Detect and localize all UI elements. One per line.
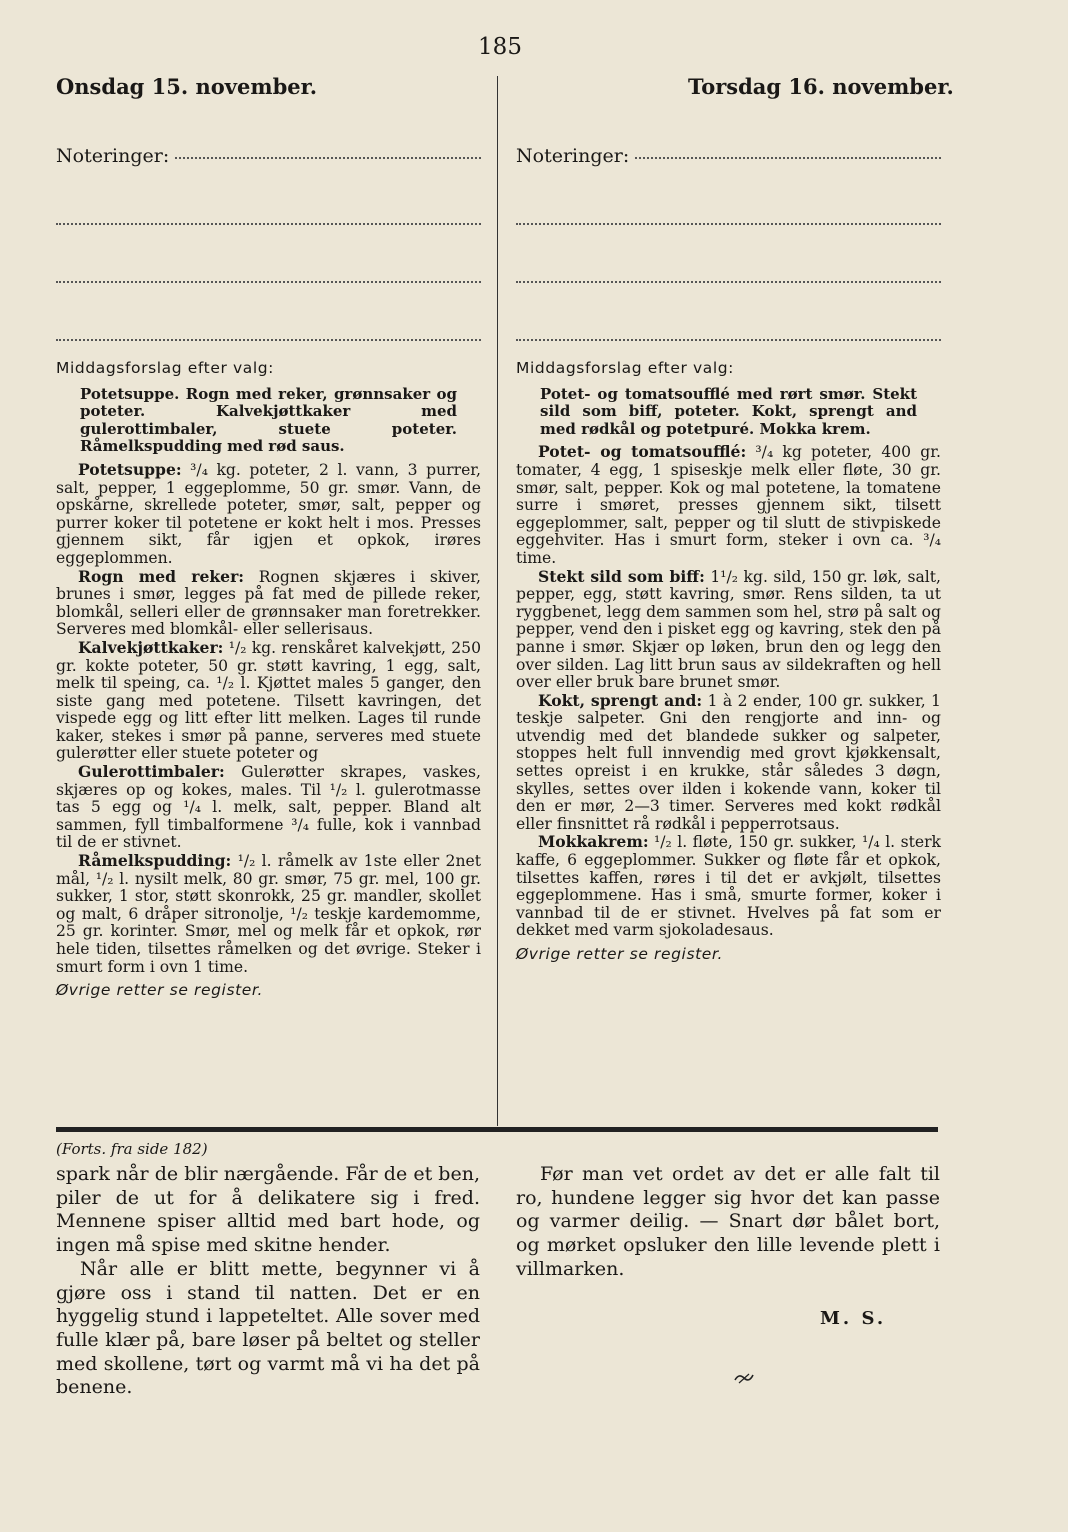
- recipe-rogn-med-reker: [56, 568, 481, 639]
- story-paragraph: Når alle er blitt mette, begynner vi å gjøre oss i stand til natten. Det er en hyggelig stund i lappeteltet. Alle sover med fulle klær på, bare løser på beltet og steller med skollene, tørt og varmt må vi ha det på benene.: [56, 1257, 480, 1399]
- author-signature: M. S.: [820, 1308, 887, 1329]
- story-column-left: [56, 1163, 480, 1400]
- recipe-title: Potet- og tomatsoufflé:: [538, 442, 747, 462]
- menu-intro: Potetsuppe. Rogn med reker, grønnsaker og poteter. Kalvekjøttkaker med gulerottimbaler, stuete poteter. Råmelkspudding med rød saus.: [80, 384, 457, 456]
- recipe-text: ¹/₂ l. fløte, 150 gr. sukker, ¹/₄ l. sterk kaffe, 6 eggeplommer. Sukker og fløte får et opkok, tilsettes kaffen, røres i til det er avkjølt, tilsettes eggeplommene. Has i små, smurte former, koker i vannbad til de er stivnet. Hvelves på fat som er dekket med varm sjokoladesaus.: [516, 833, 941, 940]
- recipe-stekt-sild: [516, 568, 941, 692]
- menu-column-left: [56, 360, 481, 1000]
- recipe-title: Kalvekjøttkaker:: [78, 637, 224, 657]
- dotted-line: [635, 157, 941, 159]
- menu-heading: Middagsforslag efter valg:: [56, 359, 275, 377]
- recipe-title: Stekt sild som biff:: [538, 566, 705, 586]
- story-paragraph: spark når de blir nærgående. Får de et ben, piler de ut for å delikatere sig i fred. Mennene spiser alltid med bart hode, og ingen må spise med skitne hender.: [56, 1163, 480, 1257]
- story-column-right: [516, 1163, 940, 1282]
- day-title-thursday: Torsdag 16. november.: [688, 74, 954, 99]
- menu-column-right: [516, 360, 941, 964]
- dotted-line: [56, 339, 481, 341]
- dotted-line: [175, 157, 481, 159]
- recipe-gulerottimbaler: [56, 763, 481, 852]
- recipe-text: ³/₄ kg. poteter, 2 l. vann, 3 purrer, salt, pepper, 1 eggeplomme, 50 gr. smør. Vann, de opskårne, skrellede poteter, smør, salt, pepper og purrer koker til potetene er kokt helt i mos. Presses gjennem sikt, får igjen et opkok, irøres eggeplommen.: [56, 460, 481, 567]
- ornament-icon: [733, 1366, 755, 1390]
- recipe-title: Rogn med reker:: [78, 566, 245, 586]
- dotted-line: [516, 223, 941, 225]
- page-number: 185: [478, 34, 522, 60]
- register-note: Øvrige retter se register.: [56, 981, 264, 1000]
- dotted-line: [516, 281, 941, 283]
- recipe-mokkakrem: [516, 833, 941, 940]
- day-title-wednesday: Onsdag 15. november.: [56, 74, 318, 99]
- recipe-ramelkspudding: [56, 852, 481, 976]
- continuation-note: (Forts. fra side 182): [56, 1140, 208, 1158]
- dotted-line: [56, 223, 481, 225]
- recipe-text: Gulerøtter skrapes, vaskes, skjæres op og kokes, males. Til ¹/₂ l. gulerotmasse tas 5 egg og ¹/₄ l. melk, salt, pepper. Bland alt sammen, fyll timbalformene ³/₄ fulle, kok i vannbad til de er stivnet.: [56, 763, 481, 852]
- dotted-line: [56, 281, 481, 283]
- recipe-text: 1¹/₂ kg. sild, 150 gr. løk, salt, pepper, egg, støtt kavring, smør. Rens silden, ta ut ryggbenet, legg dem sammen som hel, strø på salt og pepper, vend den i pisket egg og kavring, stek den på panne i smør. Skjær op løken, brun den og legg den over silden. Lag litt brun saus av sildekraften og hell over eller bruk bare brunet smør.: [516, 567, 941, 692]
- recipe-kokt-sprengt-and: [516, 692, 941, 834]
- recipe-text: ³/₄ kg poteter, 400 gr. tomater, 4 egg, 1 spiseskje melk eller fløte, 30 gr. smør, salt, pepper. Kok og mal potetene, la tomatene surre i smøret, presses gjennem sikt, tilsett eggeplommer, salt, pepper og til slutt de stivpiskede eggehviter. Has i smurt form, steker i ovn ca. ³/₄ time.: [516, 443, 941, 567]
- recipe-text: ¹/₂ l. råmelk av 1ste eller 2net mål, ¹/₂ l. nysilt melk, 80 gr. smør, 75 gr. mel, 100 gr. sukker, 1 stor, støtt skonrokk, 25 gr. mandler, skollet og malt, 6 dråper sitronolje, ¹/₂ teskje kardemomme, 25 gr. korinter. Smør, mel og melk får et opkok, rør hele tiden, tilsettes råmelken og det øvrige. Steker i smurt form i ovn 1 time.: [56, 852, 481, 976]
- recipe-kalvekjottkaker: [56, 639, 481, 763]
- recipe-title: Gulerottimbaler:: [78, 762, 225, 782]
- recipe-text: Rognen skjæres i skiver, brunes i smør, legges på fat med de pillede reker, blomkål, selleri eller de grønnsaker man foretrekker. Serveres med blomkål- eller sellerisaus.: [56, 567, 481, 639]
- recipe-title: Potetsuppe:: [78, 459, 182, 479]
- recipe-text: 1 à 2 ender, 100 gr. sukker, 1 teskje salpeter. Gni den rengjorte and inn- og utvendig med det blandede sukker og salpeter, stoppes helt full innvendig med grovt kjøkkensalt, settes opreist i en krukke, står således 3 døgn, skylles, settes over ilden i kokende vann, koker til den er mør, 2—3 timer. Serveres med kokt rødkål eller finsnittet rå rødkål i pepperrotsaus.: [516, 691, 941, 833]
- recipe-title: Mokkakrem:: [538, 832, 649, 852]
- recipe-potet-tomatsouffle: [516, 443, 941, 567]
- menu-heading: Middagsforslag efter valg:: [516, 359, 735, 377]
- section-rule: [56, 1127, 938, 1132]
- notes-label: Noteringer:: [516, 145, 630, 167]
- recipe-title: Råmelkspudding:: [78, 851, 232, 871]
- register-note: Øvrige retter se register.: [516, 945, 724, 963]
- recipe-title: Kokt, sprengt and:: [538, 690, 703, 710]
- story-paragraph: Før man vet ordet av det er alle falt til ro, hundene legger sig hvor det kan passe og varmer deilig. — Snart dør bålet bort, og mørket opsluker den lille levende plett i villmarken.: [516, 1163, 940, 1280]
- menu-intro: Potet- og tomatsoufflé med rørt smør. Stekt sild som biff, poteter. Kokt, sprengt and med rødkål og potetpuré. Mokka krem.: [540, 384, 917, 438]
- notes-area-left: [56, 145, 481, 341]
- notes-label: Noteringer:: [56, 145, 170, 167]
- recipe-text: ¹/₂ kg. renskåret kalvekjøtt, 250 gr. kokte poteter, 50 gr. støtt kavring, 1 egg, salt, melk til speing, ca. ¹/₂ l. Kjøttet males 5 ganger, den siste gang med potetene. Tilsett kavringen, det vispede egg og litt efter litt melken. Lages til runde kaker, stekes i smør på panne, serveres med stuete gulerøtter eller stuete poteter og: [56, 638, 481, 763]
- column-divider: [497, 76, 498, 1126]
- notes-area-right: [516, 145, 941, 341]
- recipe-potetsuppe: [56, 461, 481, 568]
- dotted-line: [516, 339, 941, 341]
